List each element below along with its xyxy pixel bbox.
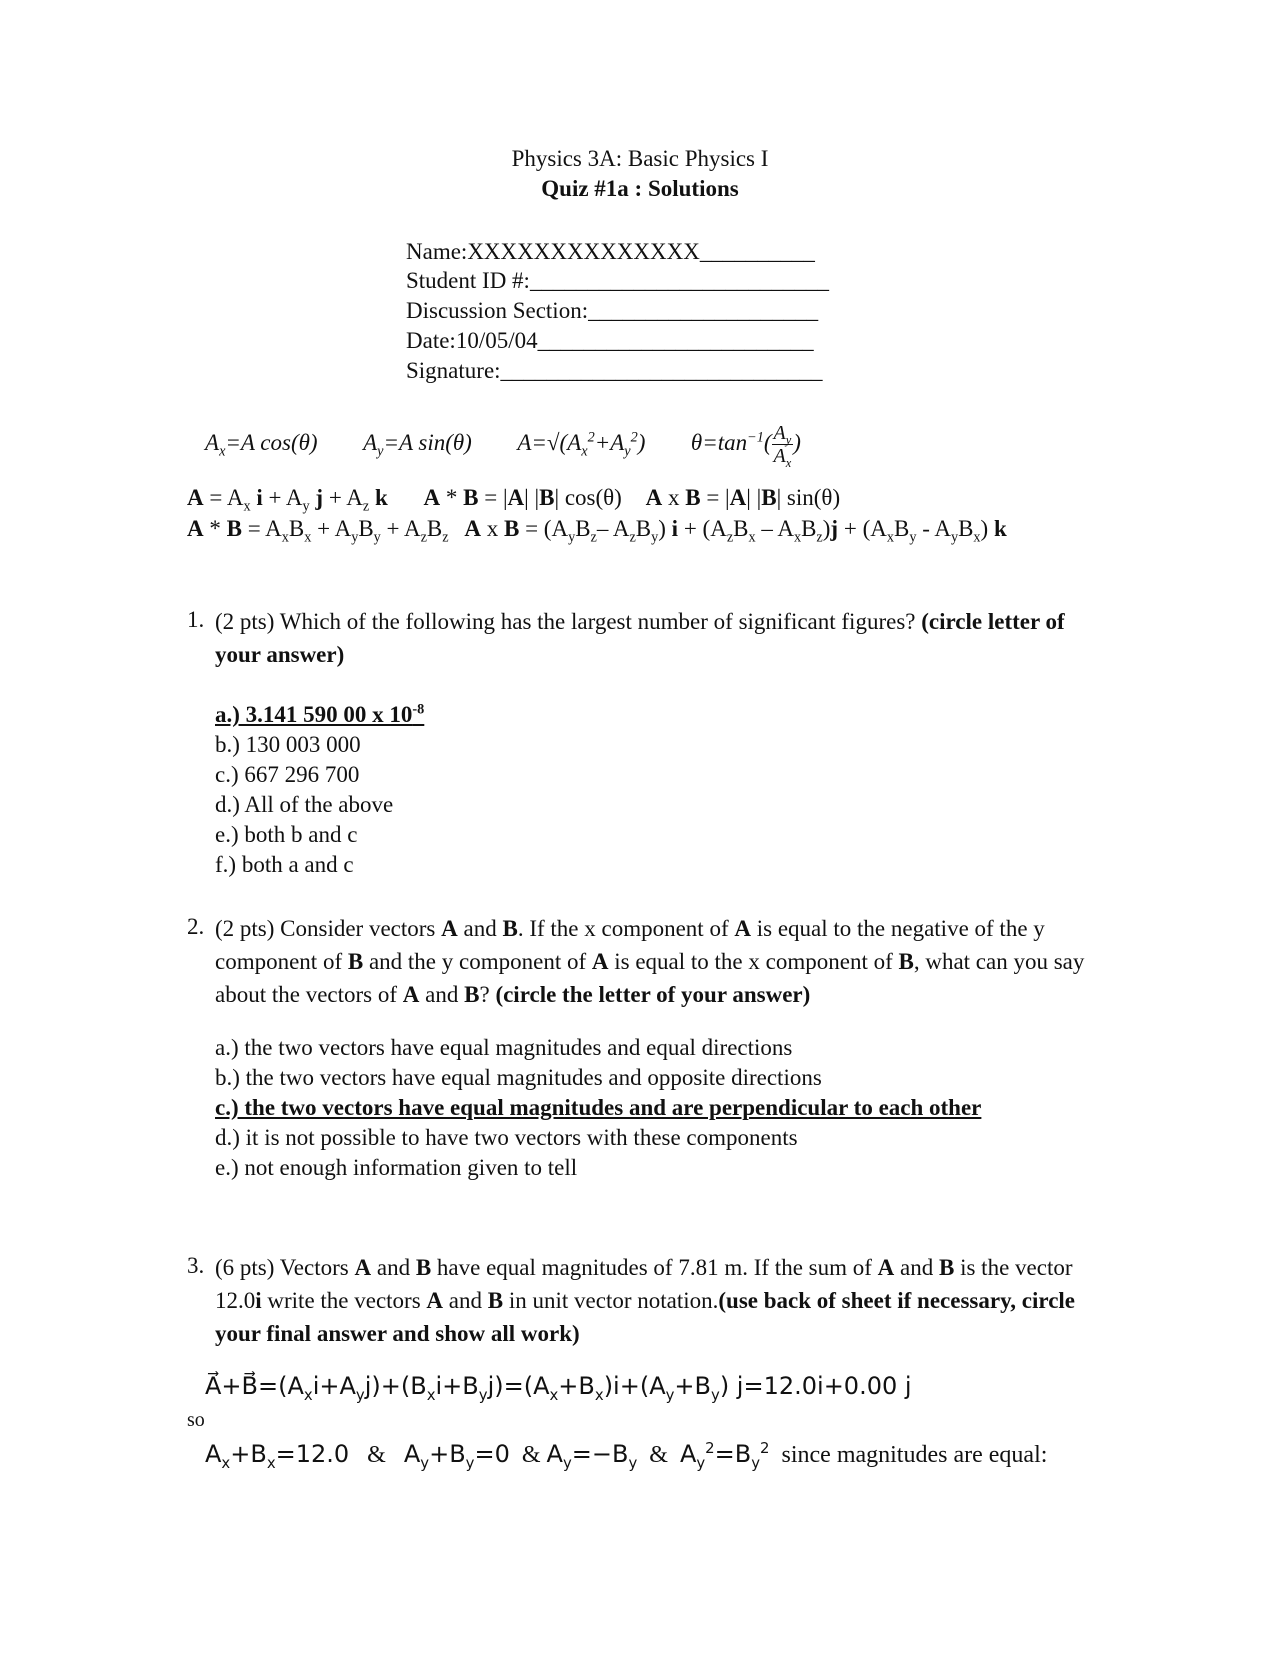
name-blank: __________ xyxy=(699,239,815,264)
formula-row-1 xyxy=(205,422,801,470)
formula-magnitude: $A=√(A_x^2+A_y^2)$ xyxy=(517,429,646,460)
form-date-line xyxy=(406,328,814,354)
name-value: XXXXXXXXXXXXXX xyxy=(467,239,700,264)
q2-option-d[interactable]: d.) it is not possible to have two vectors with these components xyxy=(215,1125,798,1150)
form-discussion: Discussion Section:____________________ xyxy=(406,298,819,323)
name-label: Name: xyxy=(406,239,468,264)
q3-instruction: (use back of sheet if necessary, circle your final answer and show all work) xyxy=(215,1288,1076,1346)
q2-options xyxy=(215,1033,981,1183)
q1-instruction: (circle letter of your answer) xyxy=(215,609,1065,667)
formula-angle: $\theta=\tan^{-1}$( $\frac{A_y}{A_x}$ ) xyxy=(690,422,801,470)
formula-ay: $A_y=A$ sin(θ) xyxy=(363,429,472,460)
q1-option-d[interactable]: d.) All of the above xyxy=(215,792,394,817)
q2-option-c-correct[interactable]: c.) the two vectors have equal magnitudes and are perpendicular to each other xyxy=(215,1095,982,1120)
q3-prompt: (6 pts) Vectors A and B have equal magnitudes of 7.81 m. If the sum of A and B is the vector 12.0i write the vectors A and B in unit vector notation.(use back of sheet if necessary, circle your final answer and show all work) xyxy=(215,1255,1076,1346)
date-blank: ________________________ xyxy=(537,328,814,353)
formula-row-2: $A = A_x$ $i + A_y$ $j + A_z$ k A * B = |A| |B| cos(θ) A x B = |A| |B| sin(θ) xyxy=(187,485,841,515)
q2-option-e[interactable]: e.) not enough information given to tell xyxy=(215,1155,578,1180)
form-student-id: Student ID #:__________________________ xyxy=(406,268,829,293)
q3-so: so xyxy=(187,1409,205,1431)
q3-work-line-2: $A_x+B_x=12.0$ & $A_y+B_y=0$ & $A_y=-B_y$ & $A_y^2=B_y^2$ since magnitudes are equal: xyxy=(205,1439,1048,1472)
date-label: Date: xyxy=(406,328,456,353)
quiz-title: Quiz #1a : Solutions xyxy=(541,176,739,201)
q1-number: 1. xyxy=(187,607,205,632)
q1-prompt xyxy=(215,605,1115,671)
q1-option-e[interactable]: e.) both b and c xyxy=(215,822,358,847)
q2-option-a[interactable]: a.) the two vectors have equal magnitudes and equal directions xyxy=(215,1035,793,1060)
formula-ax: $A_x=A$ cos(θ) xyxy=(205,429,318,460)
q1-option-f[interactable]: f.) both a and c xyxy=(215,852,354,877)
q1-option-a-correct[interactable]: a.) 3.141 590 00 x $10^{-8}$ xyxy=(215,701,425,727)
q1-option-b[interactable]: b.) 130 003 000 xyxy=(215,732,361,757)
q2-prompt: (2 pts) Consider vectors A and B. If the x component of A is equal to the negative of the y component of B and the y component of A is equal to the x component of B, what can you say about the vectors of A and B? (circle the letter of your answer) xyxy=(215,916,1085,1007)
q2-option-b[interactable]: b.) the two vectors have equal magnitudes and opposite directions xyxy=(215,1065,822,1090)
q1-options xyxy=(215,700,424,880)
q1-option-c[interactable]: c.) 667 296 700 xyxy=(215,762,360,787)
q2-instruction: (circle the letter of your answer) xyxy=(495,982,811,1007)
form-name-line xyxy=(406,239,815,265)
form-signature: Signature:____________________________ xyxy=(406,358,823,383)
q3-work-line-1: $A⃗+B⃗=(A_xi+A_yj)+(B_xi+B_yj)=(A_x+B_x)i+(A_y+B_y)$ j=12.0i+0.00 j xyxy=(205,1372,912,1404)
formula-row-3: $A * B = A_xB_x + A_yB_y + A_zB_z$ A x $B = (A_yB_z-$ $A_zB_y$) $i + (A_zB_x - A_xB_z)j + (A_xB_y - A_yB_x)$ k xyxy=(187,516,1007,546)
course-title: Physics 3A: Basic Physics I xyxy=(511,146,769,171)
q1-prompt-text: (2 pts) Which of the following has the largest number of significant figures? xyxy=(215,609,916,634)
q2-number: 2. xyxy=(187,914,205,939)
q3-number: 3. xyxy=(187,1253,205,1278)
date-value: 10/05/04 xyxy=(455,328,538,353)
